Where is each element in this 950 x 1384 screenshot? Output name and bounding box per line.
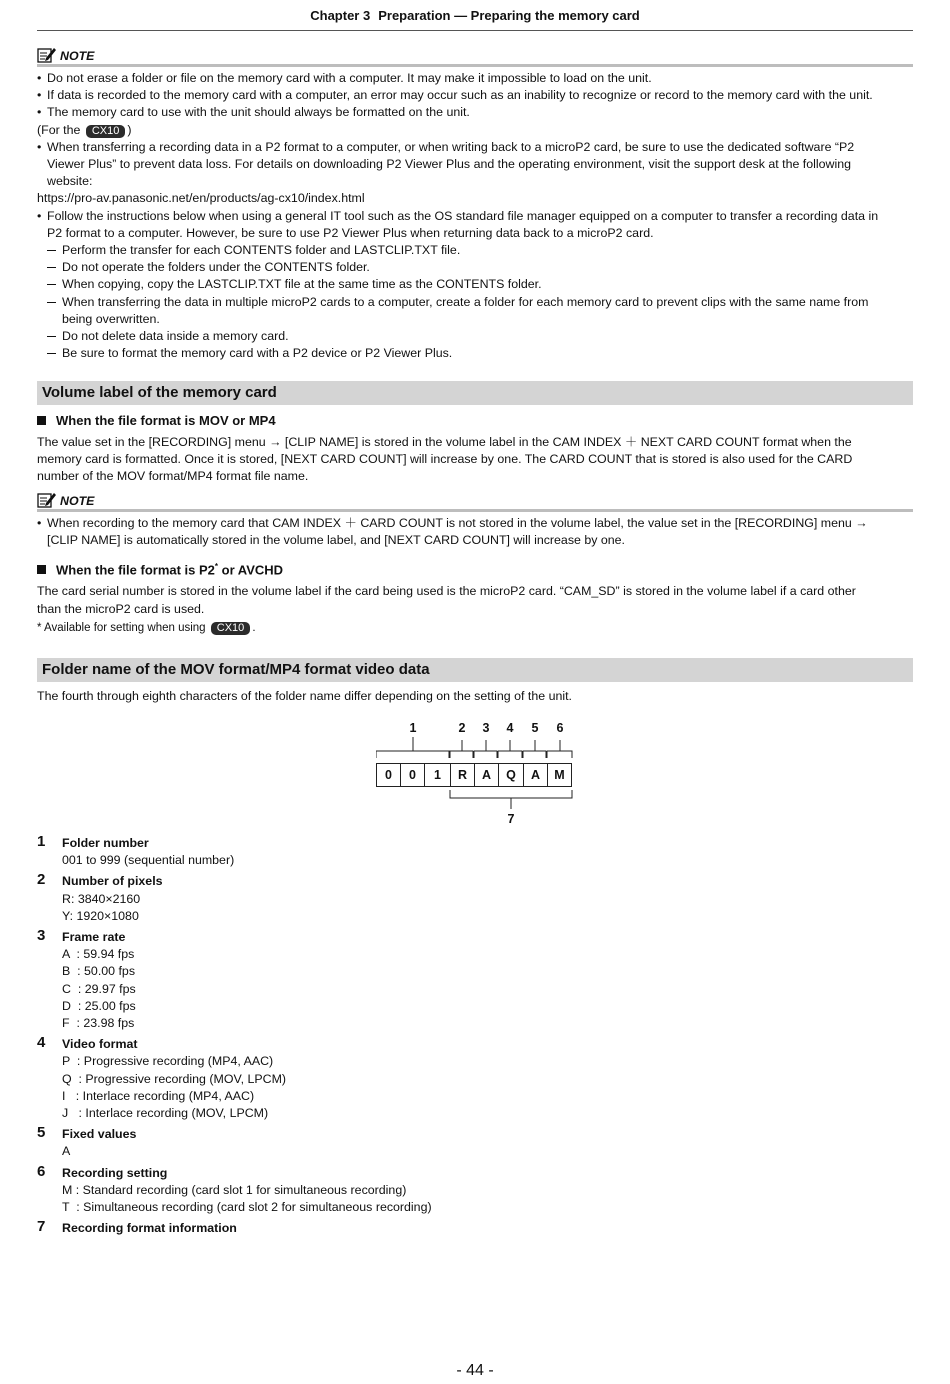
diagram-label-4: 4 bbox=[506, 721, 514, 735]
legend-item bbox=[37, 929, 913, 1032]
note-pencil-icon bbox=[37, 46, 57, 64]
dash-item: Do not delete data inside a memory card. bbox=[37, 328, 913, 345]
legend-item bbox=[37, 1036, 913, 1122]
square-bullet-icon bbox=[37, 416, 46, 425]
dash-item: Perform the transfer for each CONTENTS folder and LASTCLIP.TXT file. bbox=[37, 242, 913, 259]
legend-item bbox=[37, 1126, 913, 1160]
text-line: website: bbox=[47, 174, 93, 189]
legend-item-line: F : 23.98 fps bbox=[62, 1016, 135, 1031]
diagram-label-2: 2 bbox=[458, 721, 466, 735]
legend-item-title: Video format bbox=[62, 1037, 138, 1052]
footnote-end: . bbox=[252, 621, 256, 634]
square-bullet-icon bbox=[37, 565, 46, 574]
text-line: [CLIP NAME] is automatically stored in the volume label, and [NEXT CARD COUNT] will increase by one. bbox=[47, 532, 625, 547]
legend-item-number: 2 bbox=[37, 871, 46, 889]
legend-item-title: Frame rate bbox=[62, 930, 126, 945]
legend-item-line: 001 to 999 (sequential number) bbox=[62, 853, 235, 868]
text-line: • Follow the instructions below when using a general IT tool such as the OS standard file manager equipped on a computer to transfer a recording data in bbox=[47, 208, 879, 223]
folder-char: 0 bbox=[400, 763, 425, 787]
legend-item-number: 1 bbox=[37, 833, 46, 850]
legend-item-line: P : Progressive recording (MP4, AAC) bbox=[62, 1054, 274, 1069]
folder-name-legend bbox=[37, 835, 913, 1241]
legend-item-line: Q : Progressive recording (MOV, LPCM) bbox=[62, 1071, 287, 1086]
folder-name-section bbox=[37, 658, 913, 705]
folder-char: Q bbox=[498, 763, 524, 787]
support-url[interactable]: https://pro-av.panasonic.net/en/products/ag-cx10/index.html bbox=[37, 191, 365, 206]
folder-char: A bbox=[474, 763, 499, 787]
legend-item-line: B : 50.00 fps bbox=[62, 964, 136, 979]
note-bullet: • Do not erase a folder or file on the memory card with a computer. It may make it impossible to load on the unit. bbox=[37, 70, 913, 87]
diagram-label-6: 6 bbox=[556, 721, 564, 735]
folder-char: 1 bbox=[424, 763, 451, 787]
text-line: P2 format to a computer. However, be sure to use P2 Viewer Plus when returning data back to a microP2 card. bbox=[47, 225, 654, 240]
legend-item bbox=[37, 835, 913, 869]
model-condition bbox=[37, 122, 913, 139]
volume-label-section bbox=[37, 381, 913, 637]
legend-item bbox=[37, 1220, 913, 1237]
text-line: than the microP2 card is used. bbox=[37, 601, 205, 616]
legend-item-line: T : Simultaneous recording (card slot 2 for simultaneous recording) bbox=[62, 1200, 432, 1215]
page-number: - 44 - bbox=[456, 1362, 494, 1379]
legend-item-line: I : Interlace recording (MP4, AAC) bbox=[62, 1088, 255, 1103]
legend-item-title: Number of pixels bbox=[62, 874, 163, 889]
text-line: memory card is formatted. Once it is stored, [NEXT CARD COUNT] will increase by one. The CARD COUNT that is stored is also used for the CARD bbox=[37, 452, 853, 467]
model-badge: CX10 bbox=[211, 622, 251, 635]
folder-char: A bbox=[523, 763, 548, 787]
legend-item-line: M : Standard recording (card slot 1 for simultaneous recording) bbox=[62, 1182, 407, 1197]
legend-item-line: J : Interlace recording (MOV, LPCM) bbox=[62, 1106, 269, 1121]
text-line: The card serial number is stored in the volume label if the card being used is the microP2 card. “CAM_SD” is stored in the volume label if a card other bbox=[37, 584, 856, 599]
legend-item bbox=[37, 1162, 913, 1217]
model-condition-text: (For the bbox=[37, 122, 81, 137]
note-bullet: • The memory card to use with the unit should always be formatted on the unit. bbox=[37, 104, 913, 121]
diagram-label-1: 1 bbox=[409, 721, 417, 735]
legend-item-line: R: 3840×2160 bbox=[62, 891, 141, 906]
text-line: being overwritten. bbox=[62, 311, 160, 326]
note-block bbox=[37, 48, 913, 362]
subsection-title-text: or AVCHD bbox=[218, 562, 284, 578]
legend-item-line: D : 25.00 fps bbox=[62, 998, 136, 1013]
legend-item-number: 4 bbox=[37, 1034, 46, 1052]
legend-item-title: Recording setting bbox=[62, 1165, 168, 1180]
legend-item-line: A : 59.94 fps bbox=[62, 947, 135, 962]
legend-item-number: 5 bbox=[37, 1124, 46, 1142]
section-title: Folder name of the MOV format/MP4 format video data bbox=[37, 658, 913, 682]
legend-item-number: 3 bbox=[37, 927, 46, 945]
model-condition-close: ) bbox=[127, 122, 132, 137]
legend-item-title: Fixed values bbox=[62, 1127, 137, 1142]
chapter-title: Preparation — Preparing the memory card bbox=[378, 8, 640, 23]
folder-char: 0 bbox=[376, 763, 401, 787]
legend-item bbox=[37, 873, 913, 925]
footnote-text: * Available for setting when using bbox=[37, 621, 206, 634]
legend-item-number: 6 bbox=[37, 1162, 46, 1180]
section-title: Volume label of the memory card bbox=[37, 381, 913, 405]
paragraph bbox=[37, 583, 913, 617]
dash-item: Be sure to format the memory card with a P2 device or P2 Viewer Plus. bbox=[37, 345, 913, 362]
footnote-marker: * bbox=[214, 562, 219, 572]
note-bullet bbox=[37, 515, 913, 549]
dash-item: Do not operate the folders under the CONTENTS folder. bbox=[37, 259, 913, 276]
text-line: number of the MOV format/MP4 format file name. bbox=[37, 469, 309, 484]
paragraph bbox=[37, 434, 913, 486]
subsection-title bbox=[37, 412, 913, 429]
subsection-title-text: When the file format is MOV or MP4 bbox=[56, 413, 276, 428]
subsection-title bbox=[37, 558, 913, 578]
note-pencil-icon bbox=[37, 491, 57, 509]
page-header bbox=[37, 8, 913, 31]
legend-item-line: Y: 1920×1080 bbox=[62, 908, 139, 923]
diagram-label-7: 7 bbox=[507, 812, 515, 826]
diagram-label-5: 5 bbox=[531, 721, 539, 735]
folder-name-diagram bbox=[376, 720, 576, 830]
note-bullet bbox=[37, 208, 913, 242]
dash-item bbox=[37, 294, 913, 328]
folder-char: M bbox=[547, 763, 572, 787]
text-line: • When recording to the memory card that CAM INDEX ＋ CARD COUNT is not stored in the volume label, the value set in the [RECORDING] menu → bbox=[47, 515, 868, 530]
dash-item: When copying, copy the LASTCLIP.TXT file at the same time as the CONTENTS folder. bbox=[37, 276, 913, 293]
chapter-number: Chapter 3 bbox=[310, 8, 371, 23]
legend-item-line: C : 29.97 fps bbox=[62, 981, 136, 996]
note-header bbox=[37, 48, 913, 67]
note-label: NOTE bbox=[60, 49, 95, 63]
subsection-title-text: When the file format is P2 bbox=[56, 562, 215, 578]
intro-text: The fourth through eighth characters of the folder name differ depending on the setting of the unit. bbox=[37, 689, 572, 703]
text-line: Viewer Plus” to prevent data loss. For details on downloading P2 Viewer Plus and the operating environment, visit the support desk at the following bbox=[47, 157, 852, 172]
note-bullet: • If data is recorded to the memory card with a computer, an error may occur such as an inability to recognize or record to the memory card with the unit. bbox=[37, 87, 913, 104]
footnote bbox=[37, 620, 913, 637]
text-line: When transferring the data in multiple microP2 cards to a computer, create a folder for each memory card to prevent clips with the same name from bbox=[62, 294, 869, 309]
diagram-label-3: 3 bbox=[482, 721, 490, 735]
legend-item-title: Recording format information bbox=[62, 1221, 237, 1236]
note-bullet bbox=[37, 139, 913, 191]
note-label: NOTE bbox=[60, 493, 95, 508]
legend-item-line: A bbox=[62, 1144, 71, 1159]
text-line: The value set in the [RECORDING] menu → [CLIP NAME] is stored in the volume label in the CAM INDEX ＋ NEXT CARD COUNT format when the bbox=[37, 435, 852, 449]
text-line: • When transferring a recording data in a P2 format to a computer, or when writing back to a microP2 card, be sure to use the dedicated software “P2 bbox=[47, 139, 855, 154]
model-badge: CX10 bbox=[86, 125, 126, 138]
legend-item-number: 7 bbox=[37, 1218, 46, 1236]
legend-item-title: Folder number bbox=[62, 836, 149, 850]
folder-char: R bbox=[450, 763, 475, 787]
note-header bbox=[37, 493, 913, 512]
